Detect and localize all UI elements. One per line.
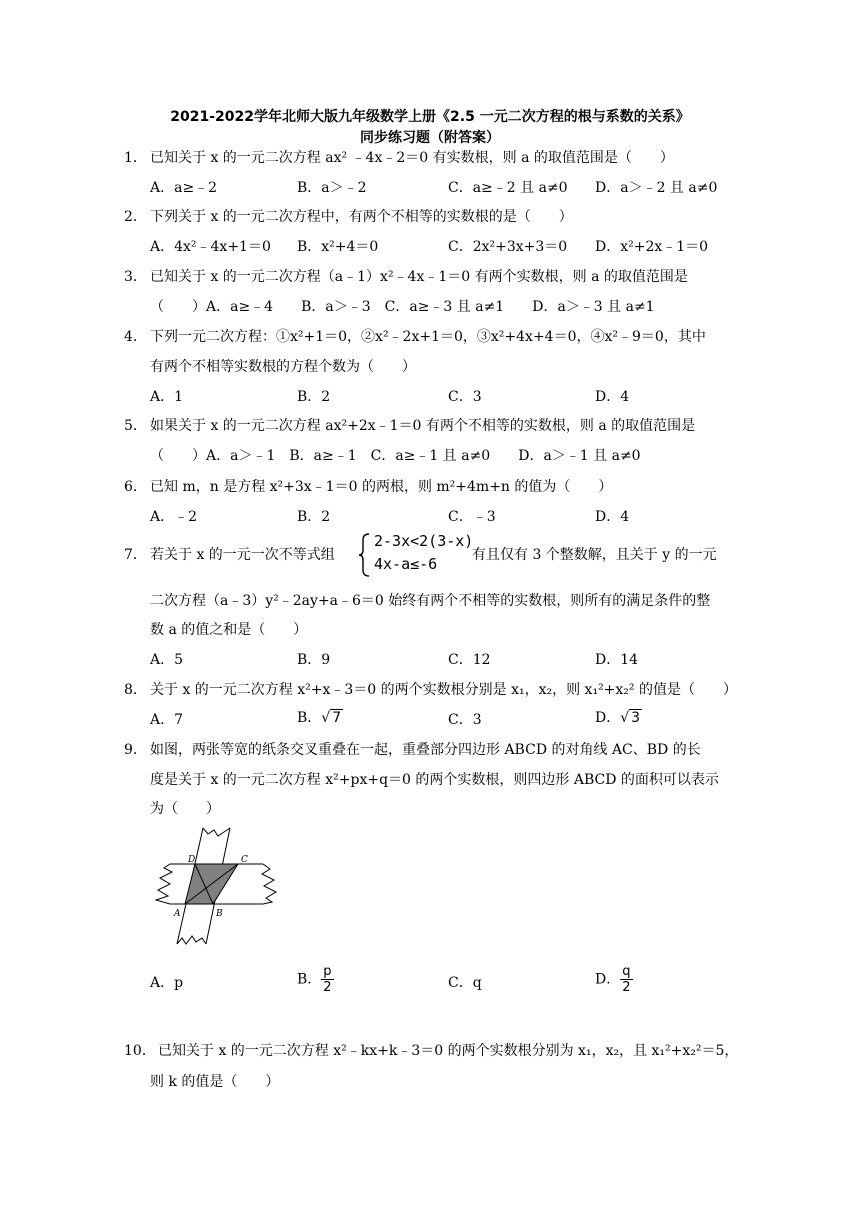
question-1-option-a: A．a≥﹣2 [150,180,218,196]
question-3-line-2: （ ）A．a≥﹣4 B．a＞﹣3 C．a≥﹣3 且 a≠1 D．a＞﹣3 且 a≠1 [150,299,655,315]
question-7-number: 7． [124,547,147,563]
question-8-option-c: C．3 [448,712,482,728]
left-brace-icon [358,532,372,578]
question-2-option-d: D．x²+2x﹣1＝0 [595,239,709,255]
vertex-b-label: B [216,909,223,919]
question-7-line-1-end: 有且仅有 3 个整数解，且关于 y 的一元 [472,547,717,563]
denominator: 2 [323,980,332,995]
question-1-option-b: B．a＞﹣2 [297,180,367,196]
title-line-1: 2021-2022学年北师大版九年级数学上册《2.5 一元二次方程的根与系数的关系》 [170,109,690,125]
option-d-label: D． [595,710,621,726]
fraction-q-over-2 [620,964,632,995]
question-1-number: 1． [124,150,147,166]
question-3-line-1: 已知关于 x 的一元二次方程（a﹣1）x²﹣4x﹣1＝0 有两个实数根，则 a 的取值范围是 [150,269,688,285]
question-6-text: 已知 m，n 是方程 x²+3x﹣1＝0 的两根，则 m²+4m+n 的值为（ ） [150,479,613,495]
question-2-option-c: C．2x²+3x+3＝0 [448,239,568,255]
sqrt-icon: √ [321,710,331,726]
question-7-line-1-start: 若关于 x 的一元一次不等式组 [150,547,335,563]
question-9-line-3: 为（ ） [150,801,220,817]
sqrt-7 [321,709,343,726]
inequality-1: 2-3x<2(3-x) [374,532,474,550]
question-6-option-c: C．﹣3 [448,509,496,525]
question-9-number: 9． [124,742,147,758]
radicand: 7 [332,710,342,726]
denominator: 2 [622,980,631,995]
question-6-option-d: D．4 [595,509,630,525]
question-4-line-2: 有两个不相等实数根的方程个数为（ ） [150,359,416,375]
question-8-option-b [297,707,343,727]
question-9-line-1: 如图，两张等宽的纸条交叉重叠在一起，重叠部分四边形 ABCD 的对角线 AC、BD 的长 [150,742,701,758]
question-10-line-2: 则 k 的值是（ ） [150,1074,280,1090]
question-2-number: 2． [124,209,147,225]
question-10-number: 10． [124,1043,156,1059]
question-9-option-c: C．q [448,975,482,991]
question-6-option-b: B．2 [297,509,331,525]
inequality-2: 4x-a≤-6 [374,555,438,573]
question-7-option-c: C．12 [448,652,491,668]
question-1-option-d: D．a＞﹣2 且 a≠0 [595,180,718,196]
question-4-option-c: C．3 [448,389,482,405]
inequality-system [358,532,472,578]
question-1-text: 已知关于 x 的一元二次方程 ax² ﹣4x﹣2＝0 有实数根，则 a 的取值范围是（ ） [150,150,674,166]
option-d-label: D． [595,971,621,988]
question-6-option-a: A．﹣2 [150,509,198,525]
numerator: q [622,964,631,979]
question-4-line-1: 下列一元二次方程：①x²+1＝0，②x²﹣2x+1＝0，③x²+4x+4＝0，④x²﹣9＝0，其中 [150,329,706,345]
question-4-number: 4． [124,329,147,345]
question-8-text: 关于 x 的一元二次方程 x²+x﹣3＝0 的两个实数根分别是 x₁，x₂，则 x₁²+x₂² 的值是（ ） [150,682,737,698]
question-8-option-d [595,707,642,727]
question-10-line-1: 已知关于 x 的一元二次方程 x²﹣kx+k﹣3＝0 的两个实数根分别为 x₁，x₂，且 x₁²+x₂²＝5， [158,1043,739,1059]
question-9-option-a: A．p [150,975,184,991]
question-7-line-3: 数 a 的值之和是（ ） [150,622,308,638]
vertex-c-label: C [241,855,248,865]
question-9-option-d [595,964,633,995]
question-9-option-b [297,964,334,995]
question-7-option-a: A．5 [150,652,184,668]
option-b-label: B． [297,971,322,988]
question-4-option-d: D．4 [595,389,630,405]
radicand: 3 [631,710,641,726]
question-5-line-2: （ ）A．a＞﹣1 B．a≥﹣1 C．a≥﹣1 且 a≠0 D．a＞﹣1 且 a≠0 [150,448,641,464]
question-5-line-1: 如果关于 x 的一元二次方程 ax²+2x﹣1＝0 有两个不相等的实数根，则 a 的取值范围是 [150,418,696,434]
question-2-option-b: B．x²+4＝0 [297,239,379,255]
question-3-number: 3． [124,269,147,285]
question-7-line-2: 二次方程（a﹣3）y²﹣2ay+a﹣6＝0 始终有两个不相等的实数根，则所有的满足条件的整 [150,593,711,609]
question-2-option-a: A．4x²﹣4x+1＝0 [150,239,271,255]
question-4-option-b: B．2 [297,389,331,405]
sqrt-3 [620,709,642,726]
crossed-paper-strips-figure [148,826,278,948]
question-6-number: 6． [124,479,147,495]
vertex-a-label: A [174,909,181,919]
fraction-p-over-2 [321,964,333,995]
numerator: p [323,964,332,979]
question-8-number: 8． [124,682,147,698]
sqrt-icon: √ [620,710,630,726]
question-8-option-a: A．7 [150,712,184,728]
question-9-line-2: 度是关于 x 的一元二次方程 x²+px+q＝0 的两个实数根，则四边形 ABCD 的面积可以表示 [150,772,719,788]
question-4-option-a: A．1 [150,389,184,405]
vertex-d-label: D [188,855,196,865]
question-7-option-d: D．14 [595,652,639,668]
option-b-label: B． [297,710,322,726]
title-line-2: 同步练习题（附答案） [360,130,500,146]
question-5-number: 5． [124,418,147,434]
question-7-option-b: B．9 [297,652,331,668]
question-2-text: 下列关于 x 的一元二次方程中，有两个不相等的实数根的是（ ） [150,209,573,225]
question-1-option-c: C．a≥﹣2 且 a≠0 [448,180,568,196]
